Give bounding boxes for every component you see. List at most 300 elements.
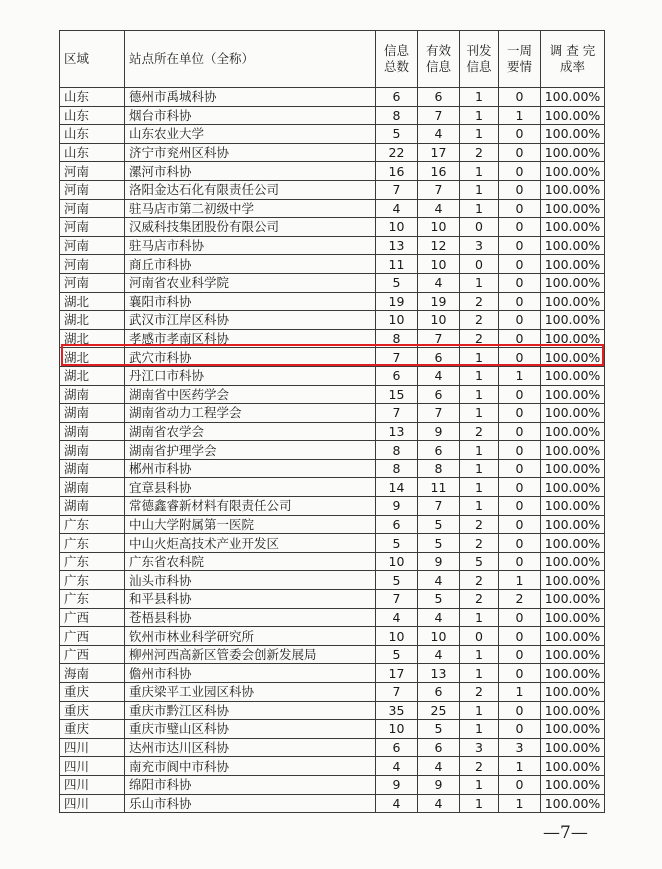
- total-cell: 14: [376, 478, 418, 497]
- published-cell: 1: [460, 199, 499, 218]
- published-cell: 1: [460, 701, 499, 720]
- unit-cell: 乐山市科协: [125, 794, 376, 813]
- published-cell: 1: [460, 645, 499, 664]
- unit-cell: 孝感市孝南区科协: [125, 329, 376, 348]
- total-cell: 8: [376, 441, 418, 460]
- unit-cell: 重庆梁平工业园区科协: [125, 683, 376, 702]
- total-cell: 8: [376, 106, 418, 125]
- region-cell: 山东: [60, 88, 125, 107]
- weekly-cell: 0: [499, 88, 541, 107]
- total-cell: 16: [376, 162, 418, 181]
- weekly-cell: 0: [499, 162, 541, 181]
- valid-cell: 19: [418, 292, 460, 311]
- total-cell: 6: [376, 738, 418, 757]
- region-cell: 四川: [60, 738, 125, 757]
- table-row: [60, 180, 605, 199]
- region-cell: 河南: [60, 218, 125, 237]
- published-cell: 1: [460, 441, 499, 460]
- rate-cell: 100.00%: [541, 608, 605, 627]
- region-cell: 湖南: [60, 422, 125, 441]
- weekly-cell: 0: [499, 497, 541, 516]
- valid-cell: 16: [418, 162, 460, 181]
- table-row: [60, 775, 605, 794]
- published-cell: 0: [460, 255, 499, 274]
- valid-cell: 4: [418, 645, 460, 664]
- unit-cell: 绵阳市科协: [125, 775, 376, 794]
- total-cell: 6: [376, 88, 418, 107]
- valid-cell: 4: [418, 571, 460, 590]
- table-row: [60, 199, 605, 218]
- header-valid: 有效信息: [418, 31, 460, 88]
- table-row: [60, 422, 605, 441]
- rate-cell: 100.00%: [541, 497, 605, 516]
- weekly-cell: 0: [499, 441, 541, 460]
- unit-cell: 河南省农业科学院: [125, 273, 376, 292]
- total-cell: 13: [376, 236, 418, 255]
- valid-cell: 7: [418, 404, 460, 423]
- region-cell: 广东: [60, 571, 125, 590]
- weekly-cell: 0: [499, 348, 541, 367]
- rate-cell: 100.00%: [541, 441, 605, 460]
- region-cell: 湖南: [60, 441, 125, 460]
- published-cell: 3: [460, 236, 499, 255]
- unit-cell: 洛阳金达石化有限责任公司: [125, 180, 376, 199]
- total-cell: 7: [376, 348, 418, 367]
- table-row: [60, 738, 605, 757]
- weekly-cell: 0: [499, 292, 541, 311]
- total-cell: 22: [376, 143, 418, 162]
- table-row: [60, 664, 605, 683]
- weekly-cell: 0: [499, 701, 541, 720]
- rate-cell: 100.00%: [541, 329, 605, 348]
- published-cell: 1: [460, 404, 499, 423]
- published-cell: 1: [460, 478, 499, 497]
- weekly-cell: 0: [499, 459, 541, 478]
- unit-cell: 宜章县科协: [125, 478, 376, 497]
- header-weekly: 一周要情: [499, 31, 541, 88]
- region-cell: 四川: [60, 794, 125, 813]
- rate-cell: 100.00%: [541, 590, 605, 609]
- region-cell: 湖南: [60, 497, 125, 516]
- valid-cell: 10: [418, 627, 460, 646]
- total-cell: 5: [376, 125, 418, 144]
- table-row: [60, 385, 605, 404]
- total-cell: 17: [376, 664, 418, 683]
- published-cell: 0: [460, 627, 499, 646]
- table-row: [60, 292, 605, 311]
- rate-cell: 100.00%: [541, 720, 605, 739]
- rate-cell: 100.00%: [541, 273, 605, 292]
- unit-cell: 湖南省动力工程学会: [125, 404, 376, 423]
- weekly-cell: 0: [499, 255, 541, 274]
- rate-cell: 100.00%: [541, 701, 605, 720]
- unit-cell: 中山火炬高技术产业开发区: [125, 534, 376, 553]
- header-unit: 站点所在单位（全称）: [125, 31, 376, 88]
- valid-cell: 10: [418, 311, 460, 330]
- valid-cell: 5: [418, 515, 460, 534]
- table-row: [60, 459, 605, 478]
- rate-cell: 100.00%: [541, 88, 605, 107]
- total-cell: 10: [376, 627, 418, 646]
- total-cell: 5: [376, 273, 418, 292]
- published-cell: 2: [460, 590, 499, 609]
- table-row: [60, 720, 605, 739]
- weekly-cell: 0: [499, 218, 541, 237]
- region-cell: 四川: [60, 757, 125, 776]
- header-rate: 调 查 完成率: [541, 31, 605, 88]
- weekly-cell: 0: [499, 627, 541, 646]
- total-cell: 5: [376, 571, 418, 590]
- published-cell: 1: [460, 273, 499, 292]
- total-cell: 6: [376, 515, 418, 534]
- valid-cell: 7: [418, 180, 460, 199]
- valid-cell: 4: [418, 608, 460, 627]
- unit-cell: 丹江口市科协: [125, 366, 376, 385]
- valid-cell: 6: [418, 441, 460, 460]
- table-row: [60, 608, 605, 627]
- region-cell: 湖北: [60, 311, 125, 330]
- table-row: [60, 143, 605, 162]
- region-cell: 重庆: [60, 701, 125, 720]
- valid-cell: 9: [418, 775, 460, 794]
- valid-cell: 4: [418, 757, 460, 776]
- published-cell: 1: [460, 664, 499, 683]
- table-header: [60, 31, 605, 88]
- published-cell: 2: [460, 515, 499, 534]
- valid-cell: 7: [418, 329, 460, 348]
- rate-cell: 100.00%: [541, 775, 605, 794]
- weekly-cell: 2: [499, 590, 541, 609]
- unit-cell: 漯河市科协: [125, 162, 376, 181]
- published-cell: 2: [460, 757, 499, 776]
- published-cell: 2: [460, 422, 499, 441]
- rate-cell: 100.00%: [541, 236, 605, 255]
- table-row: [60, 255, 605, 274]
- weekly-cell: 0: [499, 180, 541, 199]
- total-cell: 7: [376, 180, 418, 199]
- region-cell: 山东: [60, 125, 125, 144]
- unit-cell: 武穴市科协: [125, 348, 376, 367]
- total-cell: 5: [376, 534, 418, 553]
- valid-cell: 5: [418, 720, 460, 739]
- weekly-cell: 0: [499, 385, 541, 404]
- region-cell: 重庆: [60, 683, 125, 702]
- unit-cell: 襄阳市科协: [125, 292, 376, 311]
- total-cell: 8: [376, 329, 418, 348]
- unit-cell: 湖南省护理学会: [125, 441, 376, 460]
- rate-cell: 100.00%: [541, 311, 605, 330]
- region-cell: 河南: [60, 180, 125, 199]
- total-cell: 5: [376, 645, 418, 664]
- valid-cell: 13: [418, 664, 460, 683]
- published-cell: 2: [460, 571, 499, 590]
- weekly-cell: 0: [499, 534, 541, 553]
- table-row: [60, 478, 605, 497]
- unit-cell: 中山大学附属第一医院: [125, 515, 376, 534]
- total-cell: 19: [376, 292, 418, 311]
- table-row: [60, 515, 605, 534]
- region-cell: 广西: [60, 608, 125, 627]
- total-cell: 4: [376, 757, 418, 776]
- valid-cell: 5: [418, 590, 460, 609]
- unit-cell: 常德鑫睿新材料有限责任公司: [125, 497, 376, 516]
- weekly-cell: 1: [499, 571, 541, 590]
- valid-cell: 7: [418, 497, 460, 516]
- table-row: [60, 366, 605, 385]
- weekly-cell: 0: [499, 664, 541, 683]
- rate-cell: 100.00%: [541, 515, 605, 534]
- valid-cell: 11: [418, 478, 460, 497]
- unit-cell: 和平县科协: [125, 590, 376, 609]
- total-cell: 8: [376, 459, 418, 478]
- weekly-cell: 1: [499, 366, 541, 385]
- table-row: [60, 348, 605, 367]
- rate-cell: 100.00%: [541, 348, 605, 367]
- unit-cell: 商丘市科协: [125, 255, 376, 274]
- region-cell: 广西: [60, 645, 125, 664]
- valid-cell: 6: [418, 88, 460, 107]
- weekly-cell: 0: [499, 775, 541, 794]
- weekly-cell: 3: [499, 738, 541, 757]
- valid-cell: 4: [418, 794, 460, 813]
- table-row: [60, 645, 605, 664]
- valid-cell: 10: [418, 218, 460, 237]
- published-cell: 2: [460, 292, 499, 311]
- region-cell: 湖南: [60, 385, 125, 404]
- published-cell: 1: [460, 497, 499, 516]
- table-row: [60, 627, 605, 646]
- region-cell: 湖南: [60, 478, 125, 497]
- unit-cell: 苍梧县科协: [125, 608, 376, 627]
- published-cell: 1: [460, 459, 499, 478]
- table-row: [60, 125, 605, 144]
- unit-cell: 湖南省中医药学会: [125, 385, 376, 404]
- weekly-cell: 0: [499, 552, 541, 571]
- table-body: [60, 88, 605, 813]
- published-cell: 1: [460, 88, 499, 107]
- region-cell: 广东: [60, 590, 125, 609]
- unit-cell: 济宁市兖州区科协: [125, 143, 376, 162]
- valid-cell: 12: [418, 236, 460, 255]
- unit-cell: 湖南省农学会: [125, 422, 376, 441]
- rate-cell: 100.00%: [541, 664, 605, 683]
- published-cell: 1: [460, 794, 499, 813]
- valid-cell: 6: [418, 348, 460, 367]
- published-cell: 2: [460, 683, 499, 702]
- rate-cell: 100.00%: [541, 534, 605, 553]
- published-cell: 1: [460, 162, 499, 181]
- valid-cell: 4: [418, 366, 460, 385]
- region-cell: 山东: [60, 106, 125, 125]
- unit-cell: 德州市禹城科协: [125, 88, 376, 107]
- region-cell: 湖北: [60, 348, 125, 367]
- published-cell: 0: [460, 218, 499, 237]
- header-published: 刊发信息: [460, 31, 499, 88]
- page-number: —7—: [543, 823, 588, 843]
- table-row: [60, 329, 605, 348]
- table-row: [60, 552, 605, 571]
- rate-cell: 100.00%: [541, 125, 605, 144]
- unit-cell: 武汉市江岸区科协: [125, 311, 376, 330]
- rate-cell: 100.00%: [541, 292, 605, 311]
- region-cell: 河南: [60, 236, 125, 255]
- valid-cell: 7: [418, 106, 460, 125]
- valid-cell: 9: [418, 422, 460, 441]
- table-row: [60, 162, 605, 181]
- region-cell: 广东: [60, 552, 125, 571]
- table-row: [60, 701, 605, 720]
- valid-cell: 10: [418, 255, 460, 274]
- unit-cell: 重庆市璧山区科协: [125, 720, 376, 739]
- published-cell: 1: [460, 366, 499, 385]
- rate-cell: 100.00%: [541, 552, 605, 571]
- published-cell: 2: [460, 143, 499, 162]
- rate-cell: 100.00%: [541, 683, 605, 702]
- total-cell: 11: [376, 255, 418, 274]
- valid-cell: 6: [418, 683, 460, 702]
- valid-cell: 17: [418, 143, 460, 162]
- weekly-cell: 0: [499, 311, 541, 330]
- published-cell: 1: [460, 180, 499, 199]
- weekly-cell: 1: [499, 106, 541, 125]
- table-row: [60, 683, 605, 702]
- table-row: [60, 404, 605, 423]
- table-row: [60, 441, 605, 460]
- table-row: [60, 794, 605, 813]
- unit-cell: 达州市达川区科协: [125, 738, 376, 757]
- published-cell: 5: [460, 552, 499, 571]
- weekly-cell: 0: [499, 236, 541, 255]
- total-cell: 4: [376, 199, 418, 218]
- region-cell: 海南: [60, 664, 125, 683]
- valid-cell: 8: [418, 459, 460, 478]
- rate-cell: 100.00%: [541, 627, 605, 646]
- table-row: [60, 590, 605, 609]
- region-cell: 河南: [60, 199, 125, 218]
- weekly-cell: 0: [499, 720, 541, 739]
- weekly-cell: 0: [499, 608, 541, 627]
- total-cell: 13: [376, 422, 418, 441]
- unit-cell: 广东省农科院: [125, 552, 376, 571]
- region-cell: 河南: [60, 255, 125, 274]
- weekly-cell: 1: [499, 794, 541, 813]
- table-row: [60, 757, 605, 776]
- published-cell: 1: [460, 348, 499, 367]
- total-cell: 4: [376, 608, 418, 627]
- valid-cell: 5: [418, 534, 460, 553]
- weekly-cell: 0: [499, 404, 541, 423]
- weekly-cell: 0: [499, 273, 541, 292]
- weekly-cell: 1: [499, 757, 541, 776]
- unit-cell: 驻马店市科协: [125, 236, 376, 255]
- rate-cell: 100.00%: [541, 459, 605, 478]
- rate-cell: 100.00%: [541, 385, 605, 404]
- published-cell: 1: [460, 720, 499, 739]
- total-cell: 4: [376, 794, 418, 813]
- rate-cell: 100.00%: [541, 645, 605, 664]
- unit-cell: 汉威科技集团股份有限公司: [125, 218, 376, 237]
- published-cell: 1: [460, 775, 499, 794]
- total-cell: 9: [376, 775, 418, 794]
- unit-cell: 郴州市科协: [125, 459, 376, 478]
- weekly-cell: 0: [499, 125, 541, 144]
- table-row: [60, 534, 605, 553]
- rate-cell: 100.00%: [541, 757, 605, 776]
- weekly-cell: 0: [499, 515, 541, 534]
- region-cell: 湖北: [60, 292, 125, 311]
- valid-cell: 4: [418, 199, 460, 218]
- table-row: [60, 88, 605, 107]
- valid-cell: 25: [418, 701, 460, 720]
- region-cell: 湖南: [60, 404, 125, 423]
- table-row: [60, 218, 605, 237]
- table-row: [60, 497, 605, 516]
- published-cell: 1: [460, 608, 499, 627]
- rate-cell: 100.00%: [541, 199, 605, 218]
- table-row: [60, 106, 605, 125]
- unit-cell: 驻马店市第二初级中学: [125, 199, 376, 218]
- total-cell: 7: [376, 404, 418, 423]
- total-cell: 35: [376, 701, 418, 720]
- table-row: [60, 236, 605, 255]
- rate-cell: 100.00%: [541, 255, 605, 274]
- region-cell: 湖北: [60, 366, 125, 385]
- total-cell: 7: [376, 683, 418, 702]
- valid-cell: 4: [418, 273, 460, 292]
- region-cell: 河南: [60, 273, 125, 292]
- unit-cell: 汕头市科协: [125, 571, 376, 590]
- weekly-cell: 0: [499, 645, 541, 664]
- weekly-cell: 0: [499, 478, 541, 497]
- region-cell: 广西: [60, 627, 125, 646]
- table-row: [60, 571, 605, 590]
- rate-cell: 100.00%: [541, 143, 605, 162]
- total-cell: 6: [376, 366, 418, 385]
- unit-cell: 南充市阆中市科协: [125, 757, 376, 776]
- rate-cell: 100.00%: [541, 404, 605, 423]
- weekly-cell: 0: [499, 329, 541, 348]
- unit-cell: 重庆市黔江区科协: [125, 701, 376, 720]
- table-row: [60, 311, 605, 330]
- rate-cell: 100.00%: [541, 366, 605, 385]
- published-cell: 2: [460, 311, 499, 330]
- total-cell: 7: [376, 590, 418, 609]
- region-cell: 重庆: [60, 720, 125, 739]
- rate-cell: 100.00%: [541, 422, 605, 441]
- published-cell: 2: [460, 329, 499, 348]
- rate-cell: 100.00%: [541, 738, 605, 757]
- region-cell: 山东: [60, 143, 125, 162]
- unit-cell: 柳州河西高新区管委会创新发展局: [125, 645, 376, 664]
- table-row: [60, 273, 605, 292]
- region-cell: 湖南: [60, 459, 125, 478]
- published-cell: 3: [460, 738, 499, 757]
- total-cell: 10: [376, 311, 418, 330]
- valid-cell: 4: [418, 125, 460, 144]
- valid-cell: 6: [418, 738, 460, 757]
- published-cell: 1: [460, 125, 499, 144]
- survey-table: [59, 30, 605, 813]
- region-cell: 广东: [60, 534, 125, 553]
- weekly-cell: 0: [499, 143, 541, 162]
- total-cell: 10: [376, 552, 418, 571]
- valid-cell: 6: [418, 385, 460, 404]
- total-cell: 9: [376, 497, 418, 516]
- header-total: 信息总数: [376, 31, 418, 88]
- region-cell: 广东: [60, 515, 125, 534]
- region-cell: 四川: [60, 775, 125, 794]
- rate-cell: 100.00%: [541, 478, 605, 497]
